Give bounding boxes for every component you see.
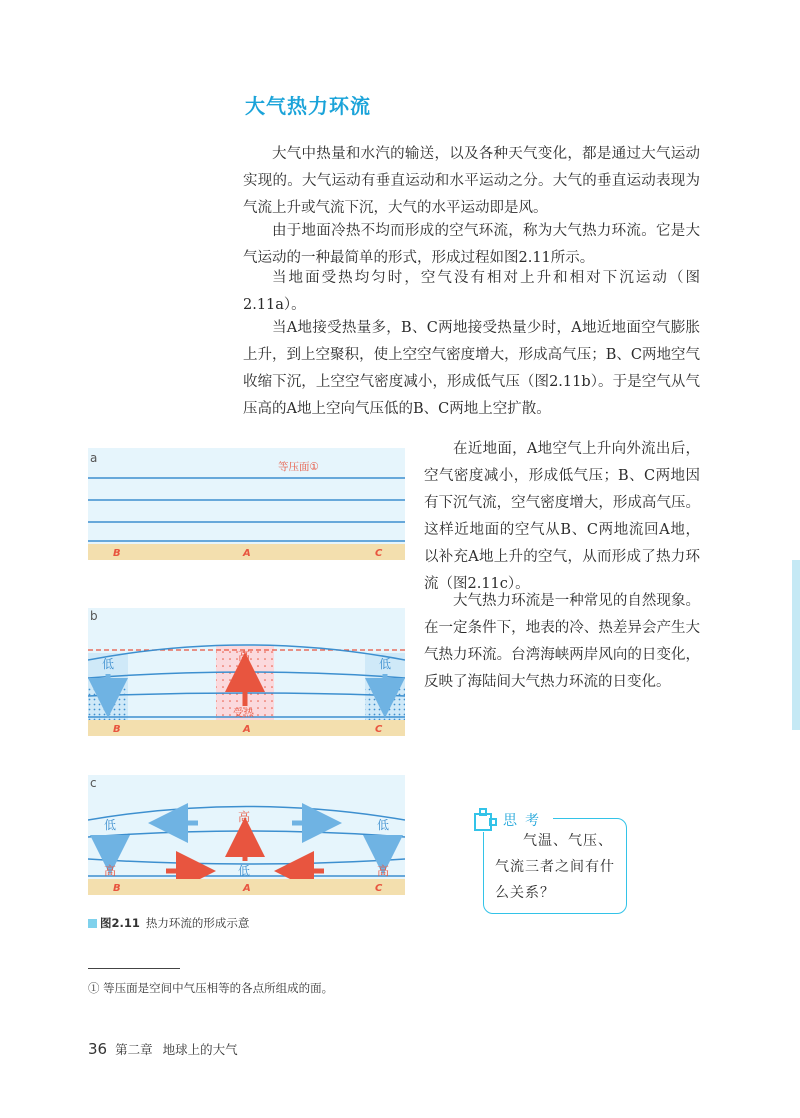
chapter-title: 地球上的大气: [162, 1042, 238, 1057]
heated-label: 受热: [233, 707, 254, 719]
footnote-divider: [88, 968, 180, 969]
figure-panel-c: [88, 775, 405, 895]
isobar-label: 等压面①: [278, 461, 319, 473]
chapter-edge-tab: [792, 560, 800, 730]
paragraph-uneven-heating: 当A地接受热量多，B、C两地接受热量少时，A地近地面空气膨胀上升，到上空聚积，使上空空气密度增大，形成高气压；B、C两地空气收缩下沉，上空空气密度减小，形成低气压（图2.11b）。于是空气从气压高的A地上空向气压低的B、C两地上空扩散。: [243, 320, 700, 417]
panel-c-diagram: [88, 775, 405, 895]
upper-high-label-center: 高: [238, 810, 251, 824]
upper-low-label-right: 低: [377, 818, 390, 832]
ground-label-c: C: [375, 548, 383, 559]
puzzle-icon: [473, 808, 497, 832]
paragraph-natural-phenomenon: 大气热力环流是一种常见的自然现象。在一定条件下，地表的冷、热差异会产生大气热力环流。台湾海峡两岸风向的日变化，反映了海陆间大气热力环流的日变化。: [424, 593, 700, 690]
surface-high-label-right: 高: [377, 864, 390, 878]
upper-low-label-left: 低: [104, 818, 117, 832]
low-pressure-label-left: 低: [102, 657, 115, 671]
ground-label-a: A: [243, 883, 251, 894]
panel-a-diagram: [88, 448, 405, 560]
panel-letter: a: [90, 451, 98, 465]
surface-low-label-center: 低: [238, 864, 251, 878]
surface-high-label-left: 高: [104, 864, 117, 878]
figure-panel-b: [88, 608, 405, 736]
figure-panel-a: [88, 448, 405, 560]
ground-label-b: B: [113, 883, 121, 894]
footnote: ① 等压面是空间中气压相等的各点所组成的面。: [88, 981, 334, 995]
ground-label-b: B: [113, 724, 121, 735]
figure-caption-text: 热力环流的形成示意: [145, 916, 250, 930]
figure-caption: [88, 915, 249, 931]
section-title: 大气热力环流: [245, 94, 371, 118]
figure-number: 图2.11: [100, 916, 140, 930]
paragraph-intro: 大气中热量和水汽的输送，以及各种天气变化，都是通过大气运动实现的。大气运动有垂直运动和水平运动之分。大气的垂直运动表现为气流上升或气流下沉，大气的水平运动即是风。: [243, 146, 700, 216]
ground-label-c: C: [375, 724, 383, 735]
paragraph-uniform-heating: 当地面受热均匀时，空气没有相对上升和相对下沉运动（图2.11a）。: [243, 270, 700, 313]
panel-letter: c: [90, 776, 97, 790]
paragraph-definition: 由于地面冷热不均而形成的空气环流，称为大气热力环流。它是大气运动的一种最简单的形式，形成过程如图2.11所示。: [243, 223, 700, 266]
page-number: 36: [88, 1040, 108, 1058]
think-box: [473, 808, 629, 914]
ground-label-a: A: [243, 548, 251, 559]
caption-marker-icon: [88, 919, 97, 928]
page-footer: [88, 1040, 238, 1058]
panel-a-sky: [88, 448, 405, 544]
chapter-number: 第二章: [115, 1042, 153, 1057]
high-pressure-label-center: 高: [238, 649, 251, 663]
ground-label-a: A: [243, 724, 251, 735]
think-question: 气温、气压、气流三者之间有什么关系？: [495, 833, 615, 901]
paragraph-surface-flow: 在近地面，A地空气上升向外流出后，空气密度减小，形成低气压；B、C两地因有下沉气流，空气密度增大，形成高气压。这样近地面的空气从B、C两地流回A地，以补充A地上升的空气，从而形成了热力环流（图2.11c）。: [424, 441, 700, 592]
panel-letter: b: [90, 609, 98, 623]
think-label: 思考: [503, 813, 547, 829]
ground-label-c: C: [375, 883, 383, 894]
low-pressure-label-right: 低: [379, 657, 392, 671]
ground-label-b: B: [113, 548, 121, 559]
panel-b-diagram: [88, 608, 405, 736]
